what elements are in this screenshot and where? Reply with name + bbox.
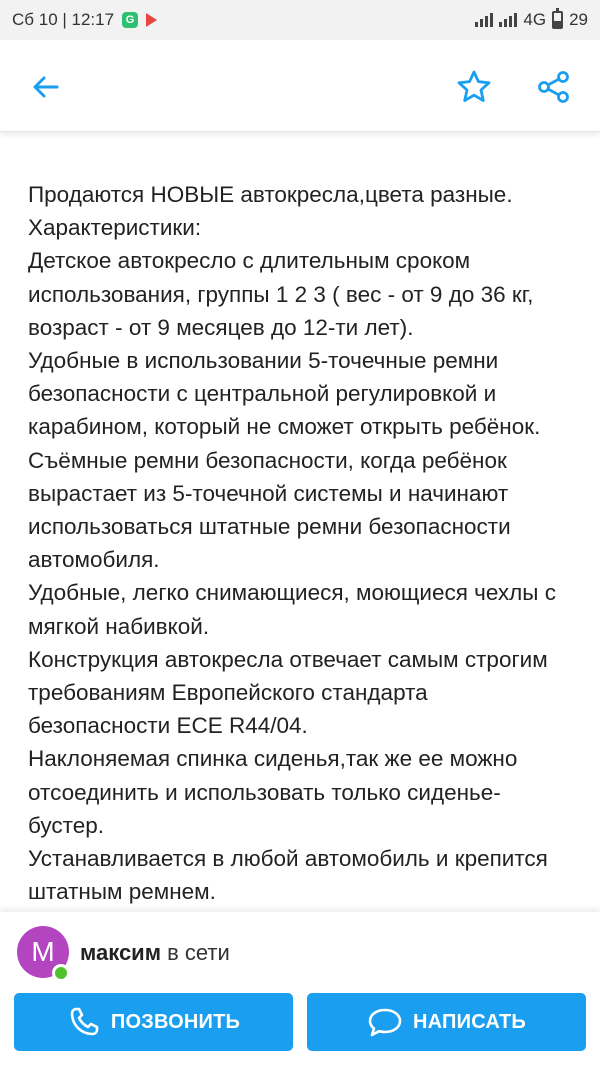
call-button[interactable] bbox=[14, 993, 293, 1051]
description-line: карабином, который не сможет открыть ребёнок. bbox=[28, 414, 541, 440]
description-line: Наклоняемая спинка сиденья,так же ее можно bbox=[28, 746, 518, 772]
description-line: требованиям Европейского стандарта bbox=[28, 680, 428, 706]
phone-icon bbox=[67, 1005, 101, 1039]
description-line: Удобные в использовании 5-точечные ремни bbox=[28, 348, 499, 374]
seller-info[interactable] bbox=[80, 940, 230, 966]
avatar[interactable]: М bbox=[17, 926, 69, 978]
status-right bbox=[475, 10, 588, 30]
description-line: вырастает из 5-точечной системы и начинают bbox=[28, 480, 509, 506]
chat-bubble-icon bbox=[367, 1006, 403, 1038]
contact-panel bbox=[0, 912, 600, 1065]
battery-icon bbox=[552, 11, 563, 29]
description-line: штатным ремнем. bbox=[28, 879, 216, 905]
write-button-label: НАПИСАТЬ bbox=[413, 1010, 526, 1033]
description-line: возраст - от 9 месяцев до 12-ти лет). bbox=[28, 314, 414, 340]
status-left bbox=[12, 10, 157, 30]
battery-level: 29 bbox=[569, 10, 588, 29]
call-button-label: ПОЗВОНИТЬ bbox=[110, 1010, 241, 1033]
description-line: Продаются НОВЫЕ автокресла,цвета разные. bbox=[28, 182, 513, 207]
network-type: 4G bbox=[523, 10, 547, 29]
description-line: бустер. bbox=[28, 812, 104, 838]
ad-description bbox=[28, 178, 578, 908]
signal-icon bbox=[499, 13, 517, 27]
write-button[interactable] bbox=[307, 993, 586, 1051]
signal-icon bbox=[475, 13, 493, 27]
description-line: Детское автокресло с длительным сроком bbox=[28, 248, 471, 274]
description-line: использования, группы 1 2 3 ( вес - от 9 до 36 кг, bbox=[28, 281, 534, 307]
back-button[interactable] bbox=[24, 65, 68, 109]
description-line: Конструкция автокресла отвечает самым строгим bbox=[28, 646, 548, 672]
description-line: безопасности ECE R44/04. bbox=[28, 713, 308, 739]
description-line: Устанавливается в любой автомобиль и крепится bbox=[28, 846, 548, 872]
description-line: Характеристики: bbox=[28, 215, 202, 241]
description-line: мягкой набивкой. bbox=[28, 613, 210, 639]
share-icon bbox=[537, 70, 571, 104]
description-line: использоваться штатные ремни безопасности bbox=[28, 514, 511, 540]
status-bar bbox=[0, 0, 600, 40]
seller-status: в сети bbox=[167, 940, 230, 965]
toolbar bbox=[0, 40, 600, 132]
online-indicator bbox=[52, 964, 70, 982]
star-outline-icon bbox=[456, 69, 492, 105]
description-line: Удобные, легко снимающиеся, моющиеся чехлы с bbox=[28, 580, 556, 606]
favorite-button[interactable] bbox=[452, 65, 496, 109]
share-button[interactable] bbox=[532, 65, 576, 109]
description-line: безопасности с центральной регулировкой и bbox=[28, 381, 497, 407]
description-line: отсоединить и использовать только сиденье- bbox=[28, 779, 501, 805]
seller-name: максим bbox=[80, 940, 161, 965]
app-notification-icon: G bbox=[122, 12, 138, 28]
description-line: автомобиля. bbox=[28, 547, 160, 573]
status-datetime: Сб 10 | 12:17 bbox=[12, 10, 115, 29]
arrow-left-icon bbox=[31, 72, 61, 102]
play-notification-icon bbox=[146, 13, 157, 27]
description-line: Съёмные ремни безопасности, когда ребёнок bbox=[28, 447, 507, 473]
